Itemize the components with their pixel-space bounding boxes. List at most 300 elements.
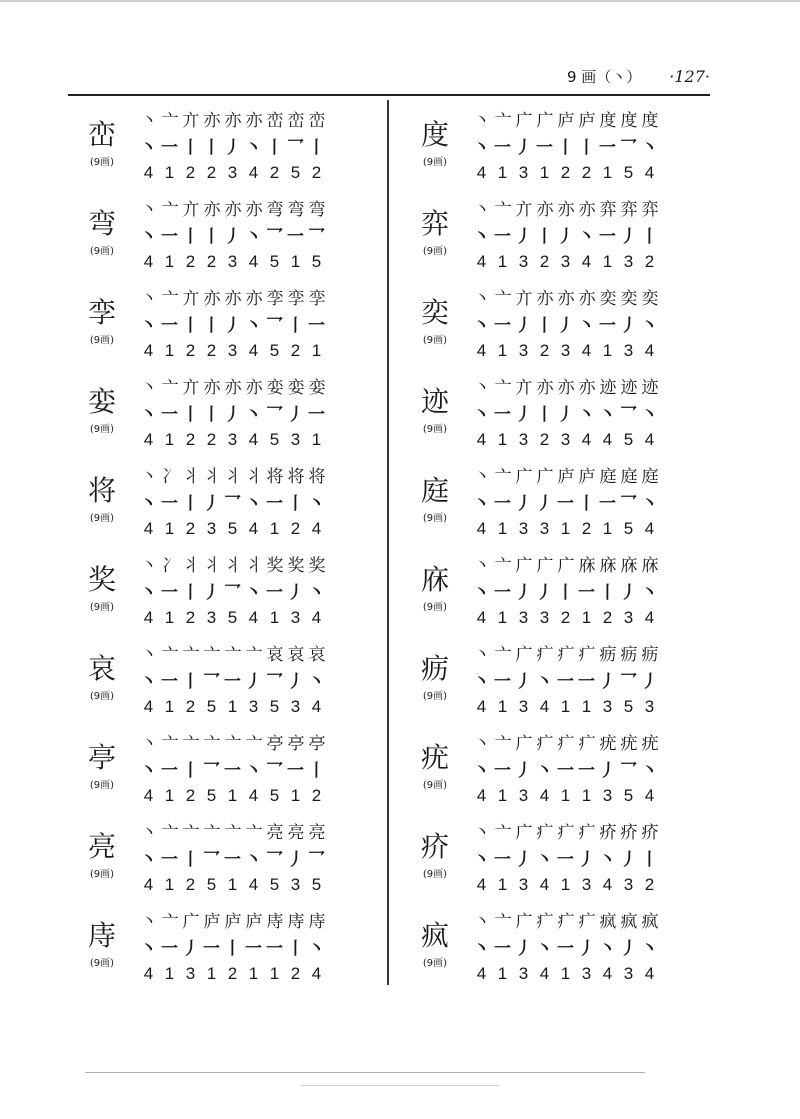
stroke-shape: 丨: [182, 138, 199, 158]
stroke-code: 3: [206, 607, 217, 627]
stroke-order-table: [471, 550, 721, 631]
stroke-code: 1: [497, 963, 508, 983]
stroke-code: 2: [644, 251, 655, 271]
stroke-build-step: 疥: [599, 823, 616, 843]
stroke-shape-row: [138, 755, 388, 782]
headword-box: [80, 119, 124, 168]
stroke-shape: 丶: [599, 939, 616, 959]
stroke-build-step: 疒: [536, 734, 553, 754]
stroke-build-step: 奖: [308, 556, 325, 576]
stroke-code-row: [138, 604, 388, 631]
stroke-code: 4: [602, 429, 613, 449]
stroke-code: 4: [311, 696, 322, 716]
stroke-code: 4: [644, 340, 655, 360]
stroke-build-step-row: [471, 639, 721, 666]
stroke-count-label: (9画): [89, 958, 115, 969]
stroke-code: 1: [269, 518, 280, 538]
stroke-shape: 乛: [266, 672, 283, 692]
stroke-code: 1: [290, 785, 301, 805]
stroke-code: 2: [311, 162, 322, 182]
stroke-build-step: 亦: [224, 289, 241, 309]
stroke-shape: 丿: [245, 672, 262, 692]
stroke-build-step: 广: [515, 467, 532, 487]
right-column: [413, 105, 733, 995]
stroke-order-table: [138, 728, 388, 809]
headword-box: [80, 297, 124, 346]
stroke-build-step: 亠: [161, 823, 178, 843]
stroke-code: 4: [644, 607, 655, 627]
headword-box: [80, 742, 124, 791]
stroke-code: 4: [644, 518, 655, 538]
stroke-shape: 丨: [266, 138, 283, 158]
stroke-code: 2: [185, 340, 196, 360]
stroke-build-step: 亦: [536, 378, 553, 398]
stroke-code: 4: [581, 251, 592, 271]
stroke-code: 4: [143, 251, 154, 271]
stroke-code: 1: [206, 963, 217, 983]
stroke-shape-row: [138, 399, 388, 426]
stroke-order-table: [138, 817, 388, 898]
stroke-code: 2: [290, 340, 301, 360]
stroke-build-step: 亠: [494, 289, 511, 309]
stroke-code: 1: [164, 874, 175, 894]
stroke-code: 3: [518, 251, 529, 271]
stroke-shape: 乛: [203, 672, 220, 692]
stroke-shape: 丿: [287, 405, 304, 425]
stroke-build-step: 庤: [308, 912, 325, 932]
stroke-shape: 丨: [641, 227, 658, 247]
stroke-shape: 乛: [203, 761, 220, 781]
stroke-build-step: 丶: [473, 645, 490, 665]
stroke-code: 4: [602, 874, 613, 894]
stroke-code: 3: [206, 518, 217, 538]
stroke-build-step: 丶: [140, 378, 157, 398]
headword-character: 疣: [420, 741, 449, 774]
stroke-shape: 丿: [641, 672, 658, 692]
stroke-code: 1: [164, 518, 175, 538]
stroke-build-step: 弯: [287, 200, 304, 220]
stroke-build-step: 亭: [287, 734, 304, 754]
stroke-code: 1: [497, 518, 508, 538]
stroke-shape: 一: [287, 761, 304, 781]
stroke-code: 1: [311, 340, 322, 360]
stroke-code: 3: [581, 874, 592, 894]
stroke-code: 1: [581, 696, 592, 716]
stroke-shape: 一: [536, 138, 553, 158]
stroke-build-step: 亠: [182, 823, 199, 843]
stroke-shape: 一: [599, 316, 616, 336]
section-title: 9 画（丶）: [566, 68, 642, 86]
stroke-code: 3: [518, 785, 529, 805]
stroke-build-step: 庐: [578, 111, 595, 131]
stroke-shape: 一: [161, 494, 178, 514]
stroke-build-step-row: [471, 817, 721, 844]
stroke-code: 3: [623, 251, 634, 271]
stroke-build-step: 娈: [308, 378, 325, 398]
stroke-code: 5: [623, 696, 634, 716]
stroke-code-row: [138, 337, 388, 364]
stroke-shape: 乛: [224, 583, 241, 603]
stroke-code: 3: [518, 874, 529, 894]
stroke-count-label: (9画): [89, 335, 115, 346]
stroke-shape: 乛: [620, 138, 637, 158]
stroke-shape: 丿: [515, 316, 532, 336]
stroke-count-label: (9画): [89, 869, 115, 880]
stroke-shape: 丨: [182, 405, 199, 425]
stroke-shape: 丶: [578, 405, 595, 425]
stroke-shape: 一: [224, 850, 241, 870]
stroke-shape: 丨: [182, 761, 199, 781]
stroke-shape: 丨: [203, 138, 220, 158]
stroke-code-row: [471, 337, 721, 364]
stroke-build-step: 将: [308, 467, 325, 487]
stroke-count-label: (9画): [89, 513, 115, 524]
stroke-code: 4: [248, 429, 259, 449]
stroke-shape: 一: [203, 939, 220, 959]
stroke-shape: 丿: [536, 583, 553, 603]
headword-box: [413, 297, 457, 346]
stroke-code: 3: [518, 963, 529, 983]
headword-box: [413, 208, 457, 257]
stroke-build-step-row: [138, 461, 388, 488]
stroke-code-row: [471, 693, 721, 720]
stroke-code: 2: [644, 874, 655, 894]
stroke-shape: 丨: [536, 227, 553, 247]
stroke-build-step: 广: [515, 556, 532, 576]
stroke-shape: 丶: [308, 494, 325, 514]
stroke-code: 3: [227, 340, 238, 360]
stroke-code: 5: [290, 162, 301, 182]
stroke-code: 3: [602, 696, 613, 716]
stroke-code: 4: [476, 340, 487, 360]
stroke-build-step: 丬: [203, 467, 220, 487]
stroke-code: 1: [581, 785, 592, 805]
stroke-build-step-row: [471, 194, 721, 221]
headword-box: [413, 119, 457, 168]
stroke-build-step: 广: [557, 556, 574, 576]
stroke-order-table: [471, 817, 721, 898]
stroke-code: 1: [497, 607, 508, 627]
stroke-shape: 丨: [182, 850, 199, 870]
stroke-build-step: 奖: [287, 556, 304, 576]
stroke-build-step: 丬: [224, 556, 241, 576]
stroke-build-step: 亠: [245, 645, 262, 665]
headword-character: 弯: [87, 207, 116, 240]
footer-line-faint: [300, 1085, 500, 1086]
stroke-code: 4: [143, 874, 154, 894]
stroke-build-step: 疣: [641, 734, 658, 754]
stroke-order-table: [138, 283, 388, 364]
stroke-build-step-row: [138, 194, 388, 221]
stroke-code: 2: [185, 607, 196, 627]
stroke-build-step: 亦: [536, 200, 553, 220]
stroke-shape-row: [138, 310, 388, 337]
stroke-build-step: 亮: [308, 823, 325, 843]
stroke-code: 5: [227, 518, 238, 538]
stroke-shape: 一: [557, 761, 574, 781]
stroke-shape: 丶: [641, 939, 658, 959]
stroke-code: 4: [143, 607, 154, 627]
headword-box: [80, 920, 124, 969]
stroke-code-row: [138, 871, 388, 898]
stroke-shape: 一: [578, 761, 595, 781]
stroke-build-step: 亦: [578, 200, 595, 220]
stroke-build-step: 亦: [536, 289, 553, 309]
stroke-build-step: 庥: [641, 556, 658, 576]
stroke-shape: 乛: [620, 672, 637, 692]
stroke-shape: 丶: [140, 761, 157, 781]
stroke-code: 1: [497, 340, 508, 360]
stroke-shape: 丨: [557, 583, 574, 603]
stroke-shape: 丶: [140, 939, 157, 959]
headword-character: 亭: [87, 741, 116, 774]
stroke-shape: 丶: [140, 316, 157, 336]
stroke-build-step: 亠: [182, 645, 199, 665]
stroke-build-step: 疒: [557, 912, 574, 932]
stroke-shape: 一: [599, 227, 616, 247]
stroke-code: 1: [164, 251, 175, 271]
stroke-shape: 丶: [308, 672, 325, 692]
stroke-shape: 一: [308, 405, 325, 425]
stroke-code-row: [471, 248, 721, 275]
stroke-shape-row: [471, 666, 721, 693]
header-rule: [68, 94, 710, 96]
stroke-build-step-row: [138, 105, 388, 132]
stroke-code: 4: [311, 607, 322, 627]
stroke-shape: 丿: [578, 939, 595, 959]
stroke-shape: 丶: [140, 494, 157, 514]
stroke-shape: 丶: [245, 494, 262, 514]
stroke-code: 1: [227, 785, 238, 805]
stroke-code: 3: [518, 162, 529, 182]
character-entry: [413, 283, 733, 372]
stroke-shape: 丶: [578, 316, 595, 336]
stroke-code: 5: [206, 696, 217, 716]
page-number: ·127·: [669, 67, 710, 86]
stroke-code: 2: [185, 251, 196, 271]
stroke-code: 1: [164, 162, 175, 182]
headword-character: 疯: [420, 919, 449, 952]
character-entry: [80, 817, 400, 906]
headword-box: [413, 475, 457, 524]
stroke-build-step: 疒: [557, 734, 574, 754]
stroke-shape: 丿: [515, 405, 532, 425]
stroke-code: 4: [248, 340, 259, 360]
stroke-shape: 一: [161, 672, 178, 692]
stroke-shape: 丶: [140, 850, 157, 870]
stroke-code: 4: [143, 785, 154, 805]
stroke-build-step: 疯: [641, 912, 658, 932]
stroke-build-step: 度: [641, 111, 658, 131]
stroke-order-table: [471, 906, 721, 987]
stroke-code: 3: [560, 251, 571, 271]
character-entry: [80, 194, 400, 283]
stroke-shape: 丿: [515, 672, 532, 692]
stroke-order-table: [138, 194, 388, 275]
stroke-code: 4: [248, 162, 259, 182]
stroke-shape: 丶: [245, 761, 262, 781]
stroke-shape: 丿: [287, 850, 304, 870]
stroke-shape: 一: [308, 316, 325, 336]
stroke-build-step: 丶: [140, 645, 157, 665]
stroke-build-step: 庭: [641, 467, 658, 487]
stroke-code: 4: [248, 518, 259, 538]
stroke-shape: 丶: [473, 761, 490, 781]
stroke-build-step: 丶: [473, 734, 490, 754]
stroke-shape: 一: [494, 939, 511, 959]
stroke-shape: 丿: [515, 761, 532, 781]
stroke-count-label: (9画): [422, 335, 448, 346]
headword-character: 峦: [87, 118, 116, 151]
stroke-build-step: 奖: [266, 556, 283, 576]
stroke-shape: 丶: [473, 850, 490, 870]
stroke-shape: 丨: [182, 583, 199, 603]
stroke-shape: 乛: [203, 850, 220, 870]
stroke-build-step: 度: [620, 111, 637, 131]
stroke-build-step: 亭: [266, 734, 283, 754]
stroke-code: 2: [290, 963, 301, 983]
stroke-shape-row: [138, 844, 388, 871]
stroke-build-step: 庭: [599, 467, 616, 487]
stroke-shape-row: [138, 933, 388, 960]
stroke-build-step: 迹: [620, 378, 637, 398]
stroke-build-step: 亠: [494, 111, 511, 131]
stroke-shape-row: [471, 488, 721, 515]
stroke-build-step: 亦: [203, 111, 220, 131]
stroke-code-row: [138, 248, 388, 275]
stroke-code: 5: [623, 162, 634, 182]
stroke-code: 2: [602, 607, 613, 627]
headword-character: 将: [87, 474, 116, 507]
headword-box: [80, 475, 124, 524]
stroke-count-label: (9画): [422, 780, 448, 791]
stroke-build-step: 广: [515, 823, 532, 843]
stroke-code: 2: [206, 162, 217, 182]
stroke-order-table: [138, 639, 388, 720]
stroke-shape: 丿: [620, 227, 637, 247]
headword-box: [80, 653, 124, 702]
stroke-build-step: 亠: [161, 645, 178, 665]
stroke-code: 2: [560, 607, 571, 627]
stroke-build-step-row: [471, 906, 721, 933]
stroke-shape: 丨: [182, 494, 199, 514]
headword-character: 庥: [420, 563, 449, 596]
stroke-code: 1: [497, 874, 508, 894]
stroke-shape: 丿: [557, 227, 574, 247]
stroke-code: 4: [476, 251, 487, 271]
stroke-shape-row: [471, 310, 721, 337]
stroke-code: 3: [290, 607, 301, 627]
stroke-code: 4: [143, 340, 154, 360]
stroke-order-table: [471, 372, 721, 453]
stroke-build-step: 亠: [182, 734, 199, 754]
stroke-shape: 丶: [245, 583, 262, 603]
stroke-code: 1: [311, 429, 322, 449]
stroke-build-step: 奕: [641, 289, 658, 309]
stroke-build-step: 丶: [140, 823, 157, 843]
stroke-shape: 丿: [578, 850, 595, 870]
stroke-shape: 一: [161, 316, 178, 336]
stroke-code: 2: [185, 429, 196, 449]
character-entry: [413, 906, 733, 995]
stroke-build-step: 丶: [140, 111, 157, 131]
stroke-build-step: 亠: [494, 378, 511, 398]
stroke-build-step: 丶: [140, 289, 157, 309]
stroke-shape: 丶: [641, 583, 658, 603]
stroke-count-label: (9画): [422, 513, 448, 524]
stroke-build-step: 亠: [494, 467, 511, 487]
stroke-code: 3: [518, 429, 529, 449]
stroke-code: 1: [164, 785, 175, 805]
stroke-build-step: 亠: [203, 734, 220, 754]
stroke-shape: 一: [245, 939, 262, 959]
stroke-build-step: 迹: [599, 378, 616, 398]
stroke-code: 1: [248, 963, 259, 983]
stroke-shape: 一: [494, 316, 511, 336]
stroke-shape: 乛: [266, 405, 283, 425]
stroke-code: 2: [581, 518, 592, 538]
headword-box: [80, 208, 124, 257]
stroke-code: 3: [290, 874, 301, 894]
stroke-shape: 丿: [515, 227, 532, 247]
stroke-shape: 一: [224, 672, 241, 692]
stroke-shape: 丶: [578, 227, 595, 247]
stroke-code: 1: [497, 696, 508, 716]
headword-character: 奖: [87, 563, 116, 596]
stroke-code: 4: [644, 162, 655, 182]
stroke-code: 4: [602, 963, 613, 983]
stroke-code: 1: [497, 785, 508, 805]
headword-box: [413, 920, 457, 969]
stroke-build-step: 亮: [287, 823, 304, 843]
stroke-shape: 丨: [308, 138, 325, 158]
stroke-build-step-row: [471, 105, 721, 132]
stroke-build-step: 亠: [494, 823, 511, 843]
stroke-code: 1: [164, 429, 175, 449]
stroke-build-step: 疒: [578, 734, 595, 754]
stroke-build-step-row: [471, 550, 721, 577]
stroke-shape: 丶: [245, 227, 262, 247]
stroke-code: 3: [581, 963, 592, 983]
stroke-build-step: 孪: [308, 289, 325, 309]
stroke-shape: 一: [557, 672, 574, 692]
stroke-code: 5: [269, 340, 280, 360]
stroke-shape: 一: [266, 494, 283, 514]
stroke-code: 2: [290, 518, 301, 538]
stroke-shape: 丿: [224, 316, 241, 336]
stroke-shape: 丶: [641, 761, 658, 781]
stroke-order-table: [471, 728, 721, 809]
headword-character: 迹: [420, 385, 449, 418]
stroke-code: 1: [164, 963, 175, 983]
headword-character: 娈: [87, 385, 116, 418]
stroke-shape: 丶: [599, 405, 616, 425]
stroke-code: 4: [143, 518, 154, 538]
stroke-code: 4: [143, 162, 154, 182]
stroke-code-row: [471, 515, 721, 542]
stroke-build-step-row: [138, 728, 388, 755]
stroke-shape: 丨: [182, 316, 199, 336]
character-entry: [80, 550, 400, 639]
stroke-code: 4: [539, 963, 550, 983]
stroke-shape: 丶: [473, 138, 490, 158]
stroke-build-step: 亦: [245, 200, 262, 220]
stroke-build-step: 丬: [245, 467, 262, 487]
stroke-build-step: 亠: [203, 645, 220, 665]
stroke-build-step: 迹: [641, 378, 658, 398]
stroke-build-step: 丶: [473, 556, 490, 576]
stroke-shape: 丶: [245, 316, 262, 336]
